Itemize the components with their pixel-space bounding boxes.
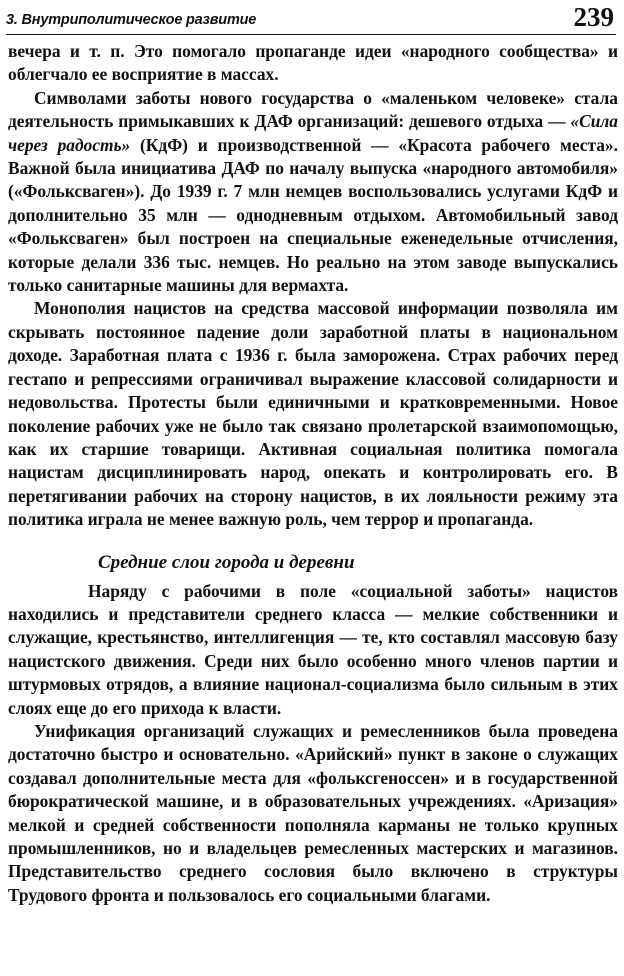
- emphasis-sila-cherez-radost: «Сила через радость»: [8, 111, 618, 155]
- running-header: [6, 4, 616, 35]
- body-text: [8, 40, 618, 907]
- paragraph-5: Унификация организаций служащих и ремесленников была проведена достаточно быстро и основательно. «Арийский» пункт в законе о служащих создавал дополнительные места для «фольксгеноссен» и в государственной бюрократической машине, и в образовательных учреждениях. «Аризация» мелкой и средней собственности пополняла карманы не только крупных промышленников, но и владельцев ремесленных мастерских и магазинов. Представительство среднего сословия было включено в структуры Трудового фронта и пользовалось его социальными благами.: [8, 720, 618, 905]
- paragraph-3: Монополия нацистов на средства массовой информации позволяла им скрывать постоянное падение доли заработной платы в национальном доходе. Заработная плата с 1936 г. была заморожена. Страх рабочих перед гестапо и репрессиями ограничивал выражение классовой солидарности и недовольства. Протесты были единичными и кратковременными. Новое поколение рабочих уже не было так связано пролетарской взаимопомощью, как их старшие товарищи. Активная социальная политика помогала нацистам дисциплинировать народ, опекать и контролировать его. В перетягивании рабочих на сторону нацистов, в их лояльности режиму эта политика играла не менее важную роль, чем террор и пропаганда.: [8, 298, 618, 530]
- paragraph-1: вечера и т. п. Это помогало пропаганде идеи «народного сообщества» и облегчало ее восприятие в массах.: [8, 41, 618, 85]
- running-title: 3. Внутриполитическое развитие: [6, 12, 257, 28]
- paragraph-2: [8, 87, 618, 298]
- paragraph-2-text-b: (КдФ) и производственной — «Красота рабочего места». Важной была инициатива ДАФ по началу выпуска «народного автомобиля» («Фольксваген»). До 1939 г. 7 млн немцев воспользовались услугами КдФ и дополнительно 35 млн — однодневным отдыхом. Автомобильный завод «Фольксваген» был построен на специальные еженедельные отчисления, которые делали 336 тыс. немцев. Но реально на этом заводе выпускались только санитарные машины для вермахта.: [8, 134, 618, 296]
- section-heading: Средние слои города и деревни: [98, 551, 355, 573]
- paragraph-2-text-a: Символами заботы нового государства о «маленьком человеке» стала деятельность примыкавших к ДАФ организаций: дешевого отдыха —: [8, 87, 618, 132]
- paragraph-4: Наряду с рабочими в поле «социальной заботы» нацистов находились и представители среднего класса — мелкие собственники и служащие, крестьянство, интеллигенция — те, кто составлял массовую базу нацистского движения. Среди них было особенно много членов партии и штурмовых отрядов, а влияние национал-социализма было сильным в этих слоях еще до его прихода к власти.: [8, 580, 618, 718]
- page-number: 239: [573, 2, 614, 32]
